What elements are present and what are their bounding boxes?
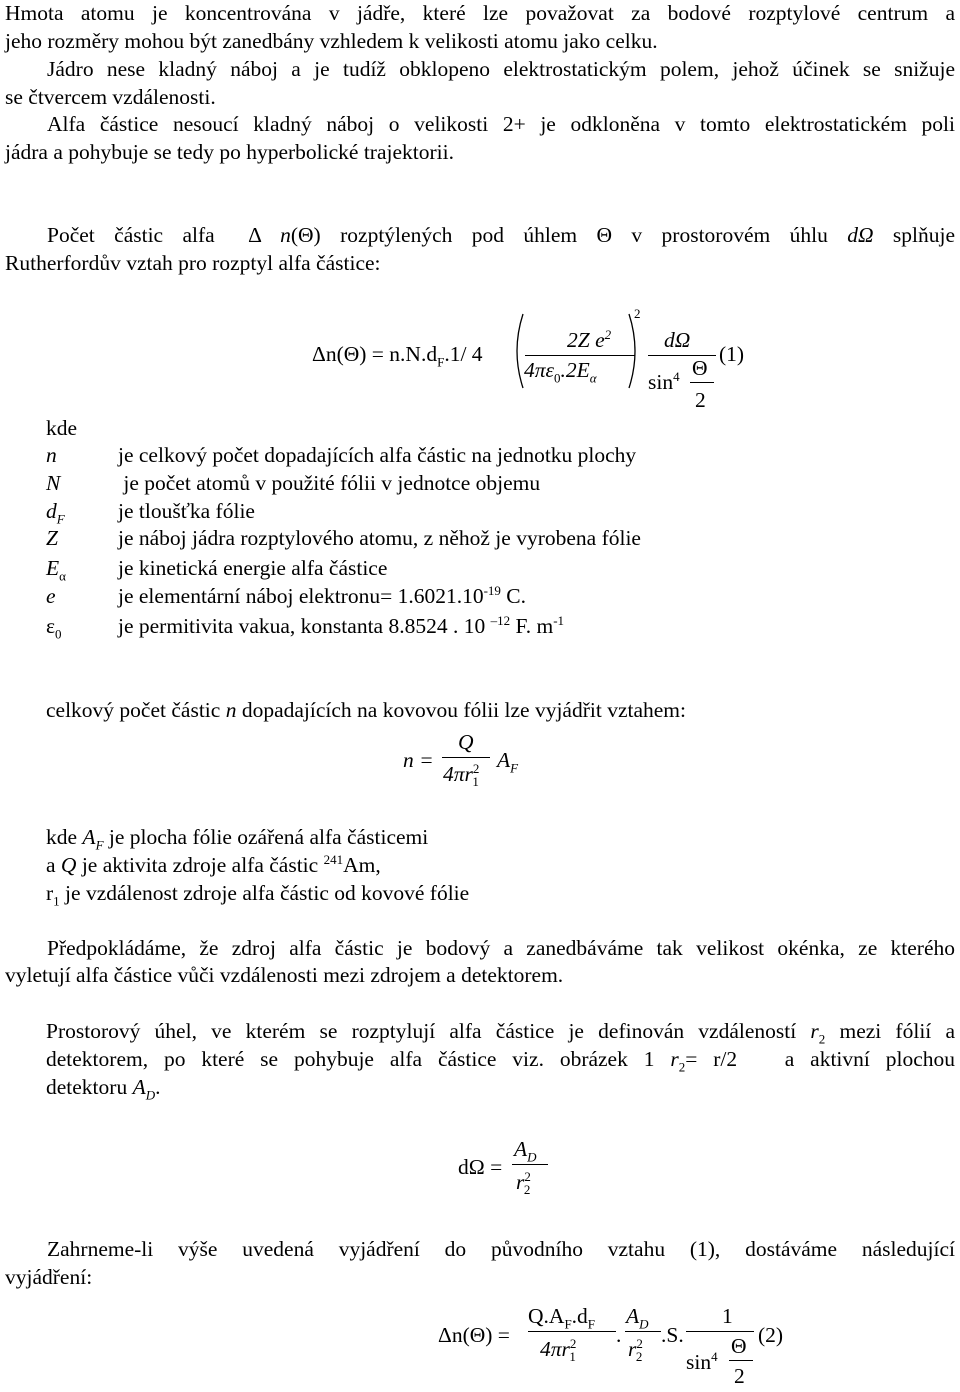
paragraph-4-text-a: Počet částic alfa [47,223,215,247]
def-symbol: N [46,471,61,495]
section-4-line-2: detektorem, po které se pohybuje alfa částice viz. obrázek 1 $r_2= r/2$ a aktivní plochou [46,1047,956,1075]
paragraph-4-text-c: splňuje [892,223,956,247]
paragraph-2-line-2-wrap [5,84,955,112]
definition-row [0,526,960,553]
eqn-rhs: $A_F$ [497,748,519,776]
eq2-f2-denominator: $r^2_2$ [628,1335,643,1365]
paragraph-1-line-2-wrap [5,28,955,56]
def-description: je náboj jádra rozptylového atomu, z něhož je vyrobena fólie [118,526,641,550]
eqn-fraction-bar [442,757,490,758]
eqd-fraction-bar [512,1164,548,1165]
eqd-numerator: $A_D$ [514,1137,537,1165]
eqn-lhs: n = [403,748,434,772]
n-symbol: n [280,223,291,247]
section-5-line-2: vyjádření: [5,1265,93,1289]
eq2-f1-bar [528,1331,616,1332]
paragraph-2-line-1: Jádro nese kladný náboj a je tudíž obklopeno elektrostatickým polem, jehož účinek se snižuje [47,57,955,81]
section-4-line-1: Prostorový úhel, ve kterém se rozptylují alfa částice je definován vzdáleností $r_2$ mezi fólií a [46,1019,955,1047]
definition-row [0,443,960,470]
eq1-denominator: $4\pi\varepsilon_0.2E_\alpha$ [524,358,597,386]
eq2-f3-bar [686,1331,754,1332]
definition-row [0,471,960,498]
section-3-line-1: Předpokládáme, že zdroj alfa částic je bodový a zanedbáváme tak velikost okénka, ze kterého [47,936,955,960]
eq1-label: (1) [719,342,745,366]
eq1-theta-half-num: Θ [692,356,708,380]
paragraph-4 [5,222,955,250]
section-2-where-2: a Q je aktivita zdroje alfa částic $^{241}$Am, [46,851,381,877]
def-symbol: $\varepsilon_0$ [46,614,62,642]
theta-arg: (Θ) [290,223,321,247]
eq2-f2-bar [625,1331,661,1332]
paragraph-4-line-2-wrap [5,250,955,278]
eq2-f3-two: 2 [734,1364,745,1388]
eqn-denominator: $4\pi r^2_1$ [443,760,480,790]
paragraph-3-line-1: Alfa částice nesoucí kladný náboj o velikosti 2+ je odkloněna v tomto elektrostatickém poli [47,112,955,136]
section-2-where-1: kde $A_F$ je plocha fólie ozářená alfa částicemi [46,825,429,853]
definition-row [0,499,960,526]
eq2-f3-theta-bar [729,1360,753,1361]
paragraph-4-text-b: rozptýlených pod úhlem Θ v prostorovém úhlu [340,223,828,247]
eq2-f2-numerator: $A_D$ [626,1304,649,1332]
def-symbol: Z [46,526,58,550]
definition-row [0,614,960,641]
paragraph-4-line-2: Rutherfordův vztah pro rozptyl alfa částice: [5,251,381,275]
delta-symbol: Δ [248,223,261,247]
eq2-dot: . [616,1323,622,1347]
eq2-f3-denominator: $\sin^4$ [686,1348,718,1374]
eq2-f3-numerator: 1 [722,1304,733,1328]
section-5-line-1: Zahrneme-li výše uvedená vyjádření do původního vztahu (1), dostáváme následující [47,1237,955,1261]
paragraph-2 [5,56,955,84]
section-3-line-2: vyletují alfa částice vůči vzdálenosti mezi zdrojem a detektorem. [5,963,564,987]
def-description: je celkový počet dopadajících alfa částic na jednotku plochy [118,443,637,467]
section-2-where-3: $r_1$ je vzdálenost zdroje alfa částic od kovové fólie [46,881,470,909]
eq1-theta-half-bar [690,382,714,383]
section-2-intro: celkový počet částic n dopadajících na kovovou fólii lze vyjádřit vztahem: [46,698,687,722]
eq1-right-denominator: $\sin^4$ [648,368,680,394]
definition-row [0,584,960,611]
definition-row [0,556,960,583]
def-symbol: n [46,443,57,467]
eq1-numerator: 2Z $e^2$ [567,326,612,352]
domega-symbol: dΩ [847,223,874,247]
section-4-line-3: detektoru $A_D$. [46,1075,161,1103]
eqd-denominator: $r^2_2$ [516,1168,531,1198]
eq2-mid: .S. [661,1323,684,1347]
def-description: je permitivita vakua, konstanta 8.8524 . 10 $^{-12}$ F. $m^{-1}$ [118,612,565,638]
eq1-fraction-bar [525,355,635,356]
eq2-f1-numerator: $Q.A_F.d_F$ [528,1304,596,1332]
eq1-theta-half-den: 2 [695,388,706,412]
eq2-lhs: Δn(Θ) = [438,1323,510,1347]
paragraph-1 [5,0,955,28]
paragraph-3-line-2: jádra a pohybuje se tedy po hyperbolické trajektorii. [5,140,454,164]
eqd-lhs: dΩ = [458,1155,503,1179]
definitions-intro: kde [46,416,78,440]
eq2-f3-theta: Θ [731,1334,747,1358]
def-symbol: $E_\alpha$ [46,556,66,584]
def-symbol: $d_F$ [46,499,65,527]
def-description: je počet atomů v použité fólii v jednotce objemu [118,471,541,495]
def-symbol: e [46,584,56,608]
eqn-numerator: Q [458,730,474,754]
paragraph-3-line-2-wrap [5,139,955,167]
paragraph-1-line-2: jeho rozměry mohou být zanedbány vzhledem k velikosti atomu jako celku. [5,29,658,53]
eq1-right-numerator: dΩ [664,328,691,352]
eq1-lhs: $\Delta n(\Theta) = n.N.d_F.1/$ 4 [312,342,483,370]
def-description: je elementární náboj elektronu= $1.6021.10^{-19}$ C. [118,582,527,608]
eq2-f1-denominator: $4\pi r^2_1$ [540,1335,577,1365]
eq2-label: (2) [758,1323,784,1347]
paragraph-3 [5,111,955,139]
eq1-outer-exponent: 2 [634,306,641,321]
paragraph-2-line-2: se čtvercem vzdálenosti. [5,85,216,109]
def-description: je kinetická energie alfa částice [118,556,388,580]
def-description: je tloušťka fólie [118,499,255,523]
paragraph-1-line-1: Hmota atomu je koncentrována v jádře, které lze považovat za bodové rozptylové centrum a [5,1,955,25]
